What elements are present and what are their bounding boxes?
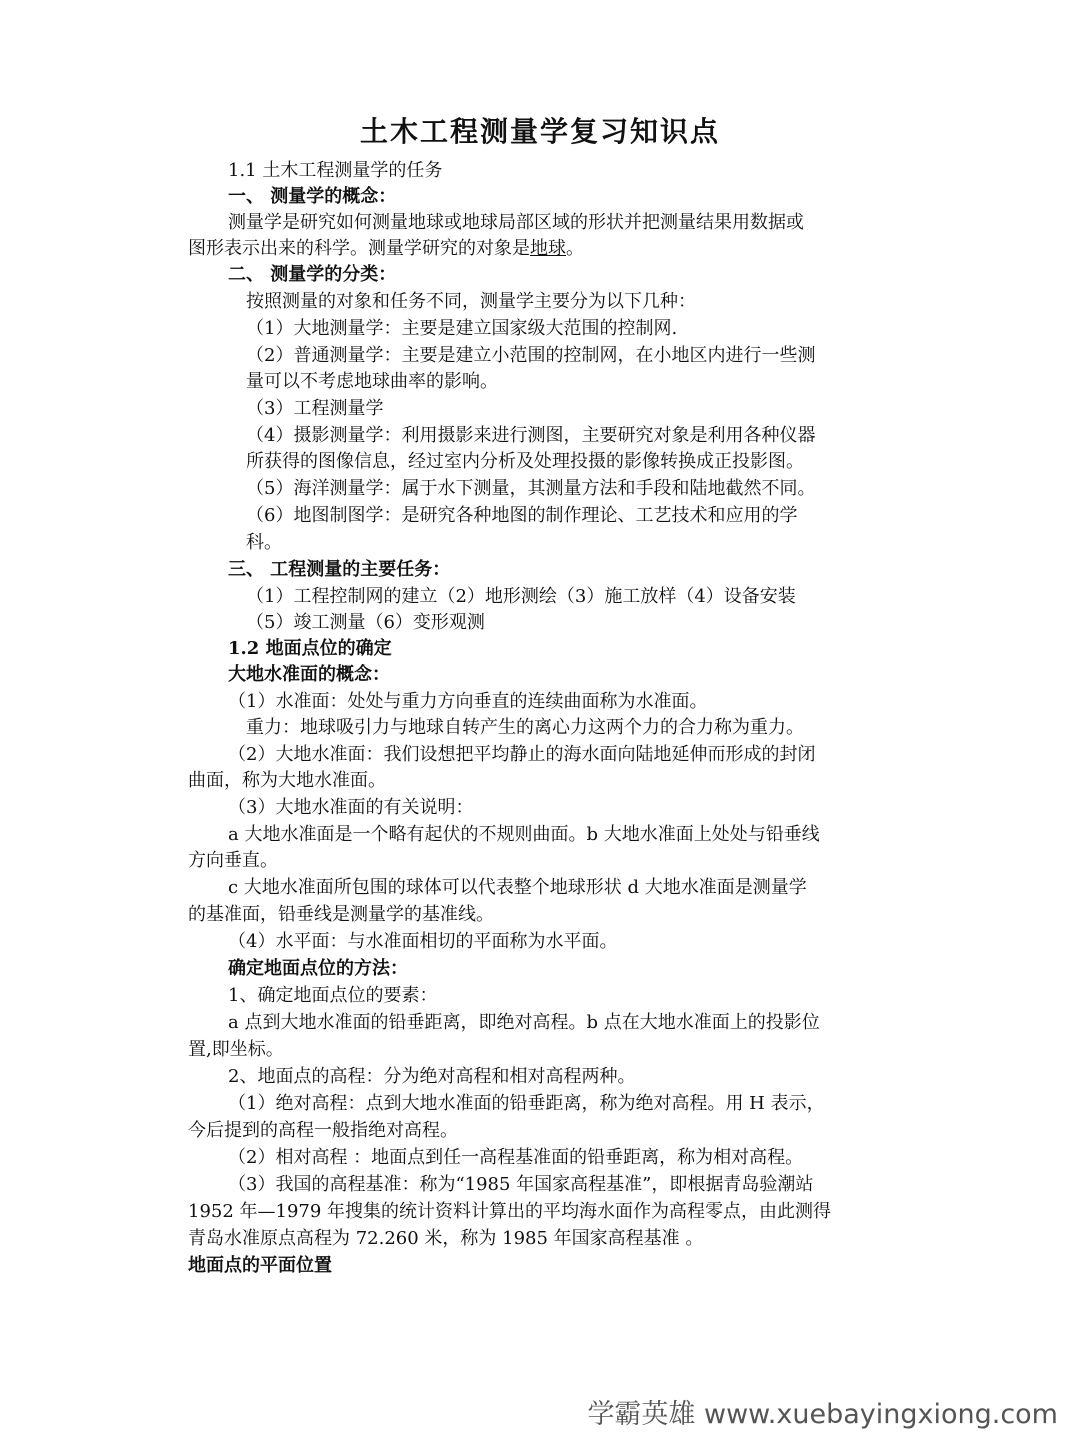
section-heading-1-1: 1.1 土木工程测量学的任务 bbox=[228, 160, 443, 181]
paragraph-line: 今后提到的高程一般指绝对高程。 bbox=[188, 1120, 458, 1141]
list-item: （3）我国的高程基准：称为“1985 年国家高程基准”，即根据青岛验潮站 bbox=[228, 1174, 814, 1195]
paragraph-line: c 大地水准面所包围的球体可以代表整个地球形状 d 大地水准面是测量学 bbox=[228, 877, 807, 898]
list-item: （2）相对高程 ：地面点到任一高程基准面的铅垂距离，称为相对高程。 bbox=[228, 1147, 804, 1168]
paragraph-line: 重力：地球吸引力与地球自转产生的离心力这两个力的合力称为重力。 bbox=[246, 717, 804, 738]
paragraph-line: 曲面，称为大地水准面。 bbox=[188, 770, 386, 791]
paragraph-line: 青岛水准原点高程为 72.260 米，称为 1985 年国家高程基准 。 bbox=[188, 1228, 704, 1249]
list-item: （1）水准面：处处与重力方向垂直的连续曲面称为水准面。 bbox=[228, 691, 708, 712]
list-item: （5）竣工测量（6）变形观测 bbox=[246, 612, 485, 633]
heading-plane-position: 地面点的平面位置 bbox=[188, 1255, 332, 1276]
list-item: （3）大地水准面的有关说明： bbox=[228, 797, 474, 818]
paragraph-line: 测量学是研究如何测量地球或地球局部区域的形状并把测量结果用数据或 bbox=[228, 212, 804, 233]
paragraph-text: 图形表示出来的科学。测量学研究的对象是 bbox=[188, 238, 530, 259]
paragraph-line: a 点到大地水准面的铅垂距离，即绝对高程。b 点在大地水准面上的投影位 bbox=[228, 1012, 820, 1033]
list-item: （4）摄影测量学：利用摄影来进行测图，主要研究对象是利用各种仪器 bbox=[246, 425, 816, 446]
section-heading-1-2: 1.2 地面点位的确定 bbox=[228, 638, 392, 659]
list-item: （4）水平面：与水准面相切的平面称为水平面。 bbox=[228, 931, 618, 952]
list-item: （1）绝对高程：点到大地水准面的铅垂距离，称为绝对高程。用 H 表示， bbox=[228, 1093, 825, 1114]
list-item: （2）普通测量学：主要是建立小范围的控制网，在小地区内进行一些测 bbox=[246, 345, 816, 366]
heading-concept: 一、 测量学的概念： bbox=[228, 186, 397, 207]
list-item: （3）工程测量学 bbox=[246, 398, 384, 419]
heading-geoid: 大地水准面的概念： bbox=[228, 664, 390, 685]
paragraph-line: a 大地水准面是一个略有起伏的不规则曲面。b 大地水准面上处处与铅垂线 bbox=[228, 824, 820, 845]
document-title: 土木工程测量学复习知识点 bbox=[359, 115, 720, 148]
underlined-term: 地球 bbox=[530, 238, 566, 259]
watermark: 学霸英雄 www.xuebayingxiong.com bbox=[587, 1399, 1058, 1430]
list-item: 科。 bbox=[246, 532, 282, 553]
paragraph-line: 置,即坐标。 bbox=[188, 1039, 284, 1060]
paragraph-line: 方向垂直。 bbox=[188, 850, 278, 871]
heading-methods: 确定地面点位的方法： bbox=[228, 958, 408, 979]
list-item: 所获得的图像信息，经过室内分析及处理投摄的影像转换成正投影图。 bbox=[246, 451, 804, 472]
paragraph-line bbox=[188, 236, 584, 262]
list-item: （1）大地测量学：主要是建立国家级大范围的控制网. bbox=[246, 318, 678, 339]
list-item: 量可以不考虑地球曲率的影响。 bbox=[246, 371, 498, 392]
paragraph-text: 。 bbox=[566, 238, 584, 259]
list-item: （5）海洋测量学：属于水下测量，其测量方法和手段和陆地截然不同。 bbox=[246, 478, 816, 499]
paragraph-line: 的基准面，铅垂线是测量学的基准线。 bbox=[188, 904, 494, 925]
list-item: （2）大地水准面：我们设想把平均静止的海水面向陆地延伸而形成的封闭 bbox=[228, 744, 816, 765]
paragraph-line: 1952 年—1979 年搜集的统计资料计算出的平均海水面作为高程零点，由此测得 bbox=[188, 1201, 832, 1222]
heading-classification: 二、 测量学的分类： bbox=[228, 264, 397, 285]
paragraph-line: 2、地面点的高程：分为绝对高程和相对高程两种。 bbox=[228, 1066, 636, 1087]
paragraph-line: 1、确定地面点位的要素： bbox=[228, 985, 438, 1006]
paragraph-line: 按照测量的对象和任务不同，测量学主要分为以下几种： bbox=[246, 291, 696, 312]
list-item: （6）地图制图学：是研究各种地图的制作理论、工艺技术和应用的学 bbox=[246, 505, 798, 526]
list-item: （1）工程控制网的建立（2）地形测绘（3）施工放样（4）设备安装 bbox=[246, 586, 796, 607]
heading-main-tasks: 三、 工程测量的主要任务： bbox=[228, 559, 451, 580]
